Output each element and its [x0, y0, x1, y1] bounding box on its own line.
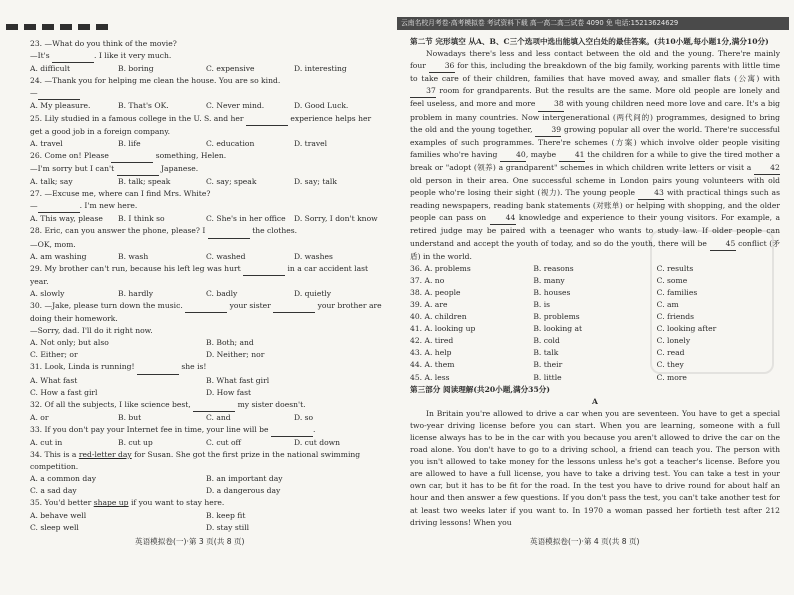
answer-option: B. That's OK.	[118, 101, 169, 111]
answer-option: B. I think so	[118, 214, 165, 224]
answer-option: D. cut down	[294, 438, 341, 447]
option-row	[30, 412, 382, 424]
answer-option: A. a common day	[30, 474, 97, 484]
answer-option: D. Good Luck.	[294, 101, 349, 111]
answer-option: A. behave well	[30, 510, 87, 520]
answer-blank	[111, 150, 153, 163]
answer-blank	[38, 87, 80, 100]
answer-option: D. so	[294, 412, 314, 422]
footer-page-4: 英语模拟卷(一)·第 4 页(共 8 页)	[530, 537, 640, 546]
cloze-blank-41: 41	[559, 149, 585, 162]
question-stem: 34. This is a red-letter day for Susan. She got the first prize in the national swimming competition.	[30, 450, 361, 472]
answer-option: B. life	[118, 138, 141, 148]
option-row	[30, 437, 382, 449]
question-reply: —I'm sorry but I can't Japanese.	[30, 163, 382, 176]
answer-option: B. an important day	[206, 474, 283, 484]
answer-option: B. boring	[118, 64, 154, 74]
cloze-option: B. houses	[533, 287, 571, 297]
answer-option: A. What fast	[30, 375, 78, 385]
cloze-option: C. read	[656, 348, 685, 358]
cloze-option: 39. A. are	[410, 299, 448, 309]
question-stem: 31. Look, Linda is running! she is!	[30, 361, 382, 374]
answer-option: A. travel	[30, 138, 63, 148]
option-row	[30, 473, 382, 497]
answer-option: C. and	[206, 412, 231, 422]
answer-option: C. expensive	[206, 64, 255, 74]
cloze-blank-40: 40	[500, 149, 526, 162]
cloze-option: B. is	[533, 299, 551, 309]
cloze-option: 40. A. children	[410, 312, 467, 322]
answer-blank	[208, 225, 250, 238]
cloze-option: C. they	[656, 360, 684, 370]
answer-option: D. interesting	[294, 64, 347, 74]
answer-option: C. Never mind.	[206, 101, 265, 111]
answer-option: C. cut off	[206, 438, 241, 447]
question-stem: 35. You'd better shape up if you want to stay here.	[30, 498, 225, 508]
cloze-passage: Nowadays there's less and less contact between the old and the young. There're mainly four 36 for this, including the breakdown of the big family, working parents with little time to take care of their children, families that have moved away, and smaller flats (公寓) with 37 room for grandparents. But the results are the same. More old people are lonely and feel useless, and more and more 38 with young children need more love and care. It's a big problem in many countries. Now intergenerational (两代间的) programmes, designed to bring the old and the young together, 39 growing popular all over the world. There're successful examples of such programmes. There're schemes (方案) which involve older people visiting families who're having 40, maybe 41 the children for a while to give the tired mother a break or "adopt (领养) a grandparent" schemes in which children write letters or visit a 42 old person in their area. One successful scheme in London pairs young volunteers with old people who're losing their sight (视力). The young people 43 with practical things such as reading newspapers, reading bank statements (对账单) or helping with shopping, and the older people can pass on 44 knowledge and experience to their young visitors. For example, a retired judge may be paired with a teenager who wants to study law. If older people can understand and accept the youth of today, and so do the youth, there will be 45 conflict (矛盾) in the world.	[410, 49, 780, 261]
answer-blank	[271, 424, 313, 437]
answer-option: B. What fast girl	[206, 375, 270, 385]
option-row	[30, 288, 382, 300]
cloze-blank-44: 44	[490, 212, 516, 225]
answer-option: C. sleep well	[30, 522, 79, 532]
option-row	[30, 176, 382, 188]
cloze-option: B. little	[533, 372, 562, 382]
answer-option: C. badly	[206, 288, 238, 298]
cloze-blank-39: 39	[535, 124, 561, 137]
cloze-blank-36: 36	[429, 60, 455, 73]
cloze-option: 38. A. people	[410, 287, 461, 297]
cloze-blank-43: 43	[638, 187, 664, 200]
cloze-option: C. lonely	[656, 336, 691, 346]
underlined-phrase: red-letter day	[78, 450, 132, 460]
answer-option: D. say; talk	[294, 177, 337, 187]
answer-blank	[185, 300, 227, 313]
question-stem: 24. —Thank you for helping me clean the house. You are so kind.	[30, 76, 281, 86]
answer-blank	[243, 263, 285, 276]
question-stem: 25. Lily studied in a famous college in the U. S. and her experience helps her get a good job in a foreign company.	[30, 113, 372, 136]
option-row	[30, 510, 382, 534]
answer-option: B. cut up	[118, 438, 153, 447]
option-row	[30, 138, 382, 150]
cloze-option: 45. A. less	[410, 372, 450, 382]
cloze-option: 43. A. help	[410, 348, 452, 358]
left-column	[30, 38, 382, 595]
cloze-option: 37. A. no	[410, 275, 445, 285]
answer-option: D. quietly	[294, 288, 332, 298]
cloze-option: B. reasons	[533, 263, 574, 273]
answer-blank	[246, 113, 288, 126]
question-stem: 33. If you don't pay your Internet fee in time, your line will be .	[30, 424, 382, 437]
answer-option: D. a dangerous day	[206, 486, 281, 496]
answer-option: C. education	[206, 138, 255, 148]
question-stem: 26. Come on! Please something, Helen.	[30, 150, 382, 163]
answer-blank	[273, 300, 315, 313]
answer-blank	[193, 399, 235, 412]
answer-option: C. a sad day	[30, 486, 77, 496]
cloze-option: C. families	[656, 287, 698, 297]
header-banner: 云南名校月考卷·高考模拟卷 考试资料下载 高一高二高三试卷 4090 免 电话:15213624629	[397, 17, 789, 30]
question-reply: —Sorry, dad. I'll do it right now.	[30, 326, 153, 336]
cloze-option: B. talk	[533, 348, 559, 358]
footer-page-3: 英语模拟卷(一)·第 3 页(共 8 页)	[135, 537, 245, 546]
reading-passage: In Britain you're allowed to drive a car when you are seventeen. You have to get a special two-year driving license before you can start. When you are learning, someone with a full license always has to be in the car with you because you aren't allowed to drive the car on the road alone. You don't have to go to a driving school, a friend can teach you. The person with you isn't allowed to take money for the lessons unless he's got a teacher's license. Before you are allowed to have a full license, you have to take a driving test. You can take a test in your own car, but it has to be fit for the road. In the test you have to drive round for about half an hour and then answer a few questions. If you don't pass the test, you can't take another test for at least two weeks later if you want to. In 1970 a woman passed her fortieth test after 212 driving lessons! When you	[410, 408, 780, 527]
answer-option: A. talk; say	[30, 177, 73, 187]
cloze-blank-42: 42	[754, 162, 780, 175]
cloze-option: C. results	[656, 263, 694, 273]
answer-option: D. stay still	[206, 522, 250, 532]
answer-option: A. slowly	[30, 288, 65, 298]
answer-blank	[52, 50, 94, 63]
answer-option: B. wash	[118, 251, 149, 261]
watermark-shape	[650, 230, 774, 374]
cloze-option: C. am	[656, 299, 679, 309]
cloze-option: B. problems	[533, 312, 580, 322]
cloze-option: B. looking at	[533, 324, 583, 334]
question-reply: — . I'm new here.	[30, 200, 382, 213]
answer-blank	[38, 200, 80, 213]
cloze-blank-37: 37	[410, 85, 436, 98]
question-stem: 27. —Excuse me, where can I find Mrs. White?	[30, 189, 211, 199]
answer-option: A. This way, please	[30, 214, 103, 224]
cloze-option: B. many	[533, 275, 565, 285]
answer-blank	[137, 361, 179, 374]
answer-option: D. washes	[294, 251, 333, 261]
cloze-option: B. their	[533, 360, 563, 370]
question-reply: —OK, mom.	[30, 239, 76, 249]
answer-option: B. talk; speak	[118, 177, 171, 187]
answer-option: A. am washing	[30, 251, 87, 261]
option-row	[30, 63, 382, 75]
answer-option: D. Sorry, I don't know	[294, 214, 378, 224]
answer-option: D. How fast	[206, 387, 252, 397]
answer-option: A. cut in	[30, 438, 63, 447]
answer-option: C. say; speak	[206, 177, 257, 187]
answer-option: C. She's in her office	[206, 214, 286, 224]
reading-label: A	[592, 396, 598, 406]
cloze-option: 42. A. tired	[410, 336, 454, 346]
answer-option: B. hardly	[118, 288, 154, 298]
cloze-option: C. looking after	[656, 324, 717, 334]
answer-option: A. Not only; but also	[30, 338, 109, 348]
option-row	[30, 213, 382, 225]
cloze-section-title: 第二节 完形填空 从A、B、C三个选项中选出能填入空白处的最佳答案。(共10小题,每小题1分,满分10分)	[410, 37, 769, 46]
cloze-blank-45: 45	[710, 238, 736, 251]
answer-option: D. Neither; nor	[206, 350, 265, 360]
cloze-blank-38: 38	[538, 98, 564, 111]
option-row	[30, 100, 382, 112]
underlined-phrase: shape up	[93, 498, 129, 508]
question-stem: 32. Of all the subjects, I like science best, my sister doesn't.	[30, 399, 382, 412]
answer-option: B. Both; and	[206, 338, 254, 348]
header-blocks	[6, 24, 108, 30]
answer-option: C. washed	[206, 251, 246, 261]
question-stem: 28. Eric, can you answer the phone, please? I the clothes.	[30, 225, 382, 238]
cloze-option: C. friends	[656, 312, 695, 322]
cloze-option: 41. A. looking up	[410, 324, 476, 334]
answer-option: C. How a fast girl	[30, 387, 98, 397]
cloze-option: 44. A. them	[410, 360, 455, 370]
answer-option: D. travel	[294, 138, 328, 148]
cloze-option: C. some	[656, 275, 688, 285]
answer-blank	[117, 163, 159, 176]
option-row	[30, 337, 382, 361]
answer-option: B. but	[118, 412, 142, 422]
question-reply: —	[30, 87, 382, 100]
option-row	[30, 251, 382, 263]
answer-option: A. My pleasure.	[30, 101, 91, 111]
option-row	[30, 375, 382, 399]
question-stem: 29. My brother can't run, because his left leg was hurt in a car accident last year.	[30, 263, 369, 286]
question-stem: 23. —What do you think of the movie?	[30, 39, 177, 48]
answer-option: A. difficult	[30, 64, 71, 74]
question-reply: —It's . I like it very much.	[30, 50, 382, 63]
part3-title: 第三部分 阅读理解(共20小题,满分35分)	[410, 384, 550, 394]
answer-option: A. or	[30, 412, 49, 422]
cloze-option: B. cold	[533, 336, 560, 346]
cloze-option: C. more	[656, 372, 687, 382]
answer-option: C. Either; or	[30, 350, 78, 360]
question-stem: 30. —Jake, please turn down the music. your sister your brother are doing their homework.	[30, 300, 382, 324]
answer-option: B. keep fit	[206, 510, 246, 520]
cloze-option: 36. A. problems	[410, 263, 471, 273]
